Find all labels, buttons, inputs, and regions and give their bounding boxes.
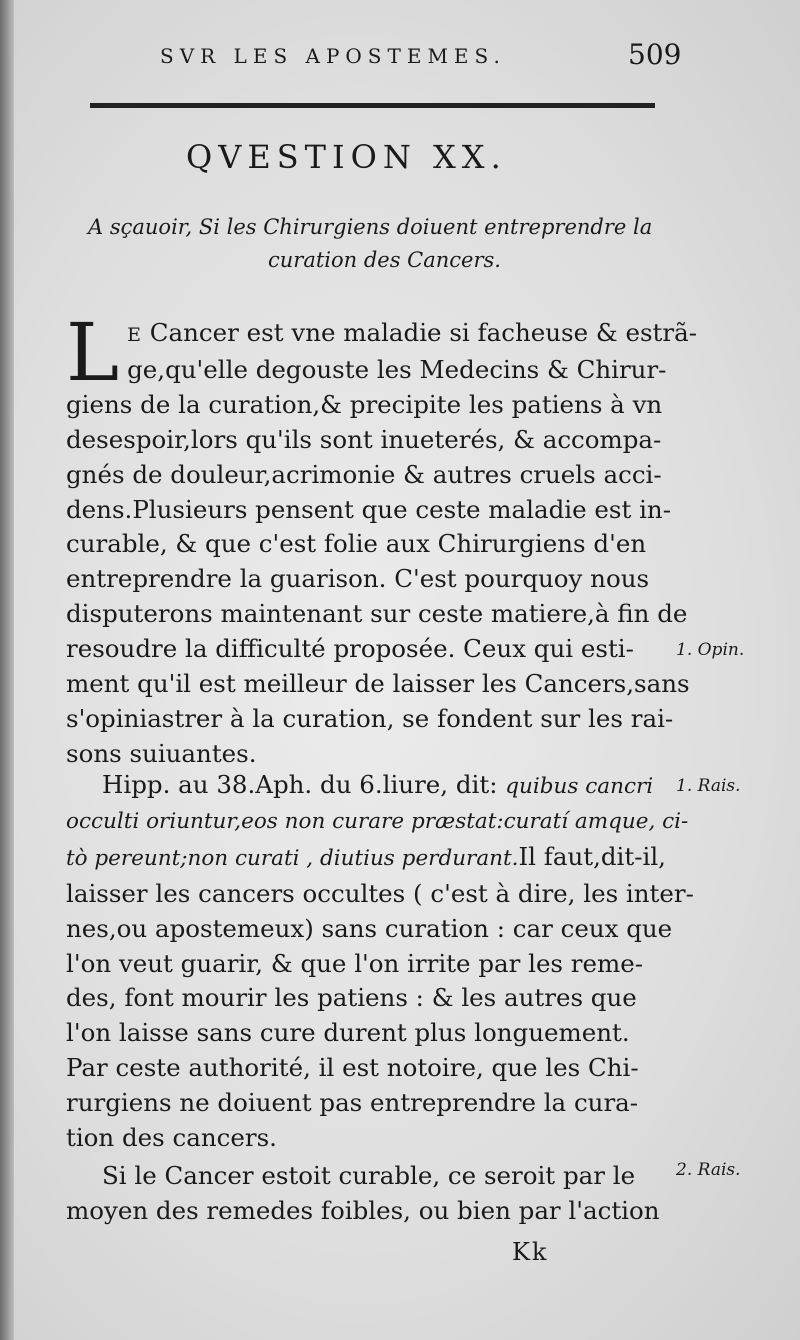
latin-quote-line: occulti oriuntur,eos non curare præstat:curatí amque, ci-: [66, 808, 689, 834]
text-line: moyen des remedes foibles, ou bien par l'action: [66, 1195, 660, 1225]
running-head: SVR LES APOSTEMES.: [160, 44, 506, 68]
text-line: des, font mourir les patiens : & les autres que: [66, 983, 637, 1013]
text-line: laisser les cancers occultes ( c'est à dire, les inter-: [66, 878, 694, 908]
margin-note-reason-1: 1. Rais.: [676, 776, 741, 796]
text-line: dens.Plusieurs pensent que ceste maladie est in-: [66, 494, 671, 524]
drop-cap: L: [66, 306, 120, 399]
text-line: rurgiens ne doiuent pas entreprendre la cura-: [66, 1088, 639, 1118]
text-line: [66, 316, 697, 353]
text-line: Par ceste authorité, il est notoire, que les Chi-: [66, 1053, 639, 1083]
latin-quote: tò pereunt;non curati , diutius perdurant.: [66, 845, 519, 871]
text-line: tion des cancers.: [66, 1123, 277, 1153]
question-subtitle-line1: A sçauoir, Si les Chirurgiens doiuent entreprendre la: [88, 215, 653, 239]
text-line: ment qu'il est meilleur de laisser les Cancers,sans: [66, 669, 690, 699]
text-line: l'on laisse sans cure durent plus longuement.: [66, 1018, 630, 1048]
text-line: resoudre la difficulté proposée. Ceux qui esti-: [66, 634, 634, 664]
header-rule: [90, 103, 655, 108]
text-line: desespoir,lors qu'ils sont inueterés, & accompa-: [66, 424, 662, 454]
margin-note-reason-2: 2. Rais.: [676, 1160, 741, 1180]
small-caps-word: E: [127, 324, 142, 346]
text-line: ge,qu'elle degouste les Medecins & Chirur-: [127, 354, 667, 384]
text-line: [66, 840, 670, 877]
text-line: sons suiuantes.: [66, 738, 257, 768]
text-line: curable, & que c'est folie aux Chirurgiens d'en: [66, 529, 647, 559]
paragraph-1: [66, 306, 697, 772]
margin-note-opinion: 1. Opin.: [676, 640, 745, 660]
text-line: [66, 768, 670, 805]
question-title: QVESTION XX.: [186, 138, 507, 176]
text-line: giens de la curation,& precipite les patiens à vn: [66, 389, 663, 419]
text-line: entreprendre la guarison. C'est pourquoy nous: [66, 564, 650, 594]
question-subtitle-line2: curation des Cancers.: [268, 248, 501, 272]
text-line-content: Cancer est vne maladie si facheuse & estrã-: [149, 318, 697, 347]
text-line: Si le Cancer estoit curable, ce seroit par le: [102, 1161, 636, 1190]
paragraph-3: [66, 1159, 670, 1229]
text-line: s'opiniastrer à la curation, se fondent sur les rai-: [66, 703, 674, 733]
text-line: disputerons maintenant sur ceste matiere,à fin de: [66, 599, 688, 629]
paragraph-2: [66, 768, 694, 1156]
text-line: l'on veut guarir, & que l'on irrite par les reme-: [66, 948, 644, 978]
page-gutter-shadow: [0, 0, 14, 1340]
text-line: gnés de douleur,acrimonie & autres cruels acci-: [66, 459, 662, 489]
text-line: nes,ou apostemeux) sans curation : car ceux que: [66, 913, 673, 943]
signature-mark: Kk: [512, 1238, 549, 1266]
text-line-content: Hipp. au 38.Aph. du 6.liure, dit:: [102, 770, 498, 799]
latin-quote: quibus cancri: [505, 774, 654, 799]
text-line-content: Il faut,dit-il,: [518, 841, 666, 871]
page-number: 509: [628, 38, 682, 71]
